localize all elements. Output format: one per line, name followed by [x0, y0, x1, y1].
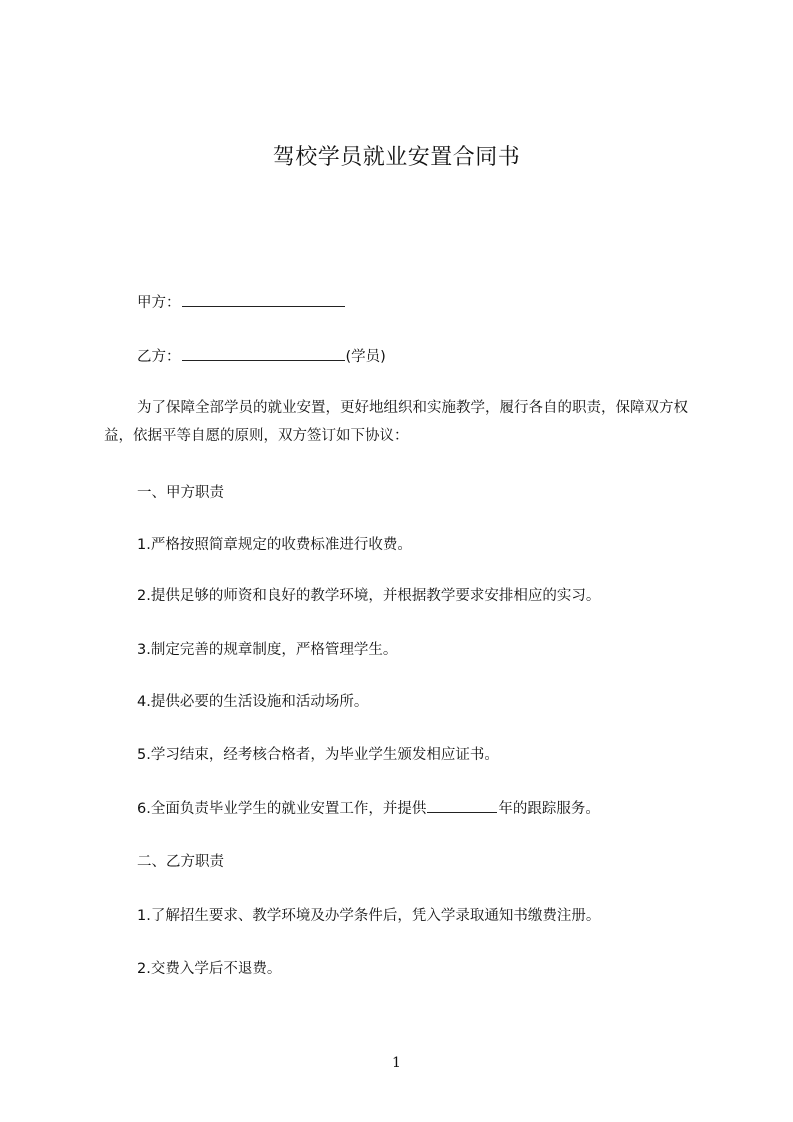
- section1-item-2: 2.提供足够的师资和良好的教学环境，并根据教学要求安排相应的实习。: [137, 588, 601, 604]
- section1-item-5: 5.学习结束，经考核合格者，为毕业学生颁发相应证书。: [137, 747, 499, 763]
- section2-heading: 二、乙方职责: [137, 854, 224, 870]
- party-b-label: 乙方：: [137, 349, 181, 365]
- intro-paragraph: 为了保障全部学员的就业安置，更好地组织和实施教学，履行各自的职责，保障双方权益，依据平等自愿的原则，双方签订如下协议：: [104, 400, 688, 444]
- party-a-label: 甲方：: [137, 295, 181, 311]
- section1-item-3: 3.制定完善的规章制度，严格管理学生。: [137, 642, 398, 658]
- section1-item-1: 1.严格按照简章规定的收费标准进行收费。: [137, 537, 412, 553]
- party-a-line: [137, 291, 346, 312]
- section1-item-6: [137, 797, 600, 818]
- party-a-blank: [182, 291, 345, 307]
- party-b-suffix: (学员): [345, 349, 386, 365]
- item6-suffix: 年的跟踪服务。: [498, 801, 600, 817]
- section2-item-1: 1.了解招生要求、教学环境及办学条件后，凭入学录取通知书缴费注册。: [137, 908, 601, 924]
- page-number: 1: [392, 1055, 401, 1071]
- section2-item-2: 2.交费入学后不退费。: [137, 961, 282, 977]
- party-b-blank: [182, 345, 345, 361]
- item6-blank: [427, 797, 497, 813]
- section1-heading: 一、甲方职责: [137, 485, 224, 501]
- document-title: 驾校学员就业安置合同书: [272, 145, 521, 170]
- party-b-line: [137, 345, 386, 366]
- section1-item-4: 4.提供必要的生活设施和活动场所。: [137, 694, 369, 710]
- item6-prefix: 6.全面负责毕业学生的就业安置工作，并提供: [137, 801, 427, 817]
